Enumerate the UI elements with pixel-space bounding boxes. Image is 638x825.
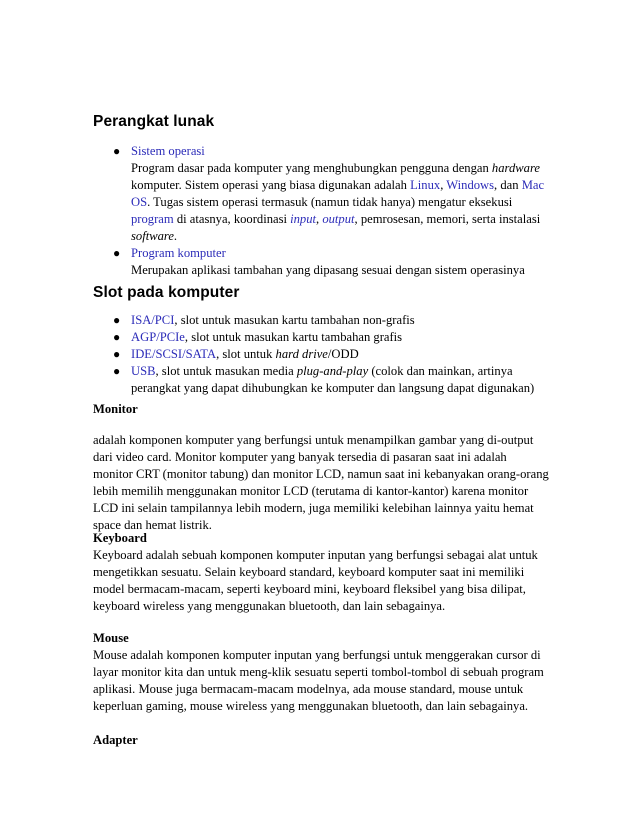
link-output[interactable]: output xyxy=(322,212,355,226)
mouse-paragraph: Mouse adalah komponen komputer inputan yang berfungsi untuk menggerakan cursor di layar monitor kita dan untuk meng-klik sesuatu seperti tombol-tombol di sebuah program aplikasi. Mouse juga bermacam-macam modelnya, ada mouse standard, mouse untuk keperluan gaming, mouse wireless yang menggunakan bluetooth, dan lain sebagainya. xyxy=(93,648,544,713)
link-usb[interactable]: USB xyxy=(131,364,156,378)
text-italic: hard drive xyxy=(275,347,328,361)
monitor-paragraph: adalah komponen komputer yang berfungsi untuk menampilkan gambar yang di-output dari video card. Monitor komputer yang banyak tersedia di pasaran saat ini adalah monitor CRT (monitor tabung) dan monitor LCD, namun saat ini kebanyakan orang-orang lebih memilih menggunakan monitor LCD (terutama di kantor-kantor) karena monitor LCD ini selain tampilannya lebih modern, juga memiliki kelebihan lainnya yaitu hemat space dan hemat listrik. xyxy=(93,433,549,532)
text: , xyxy=(440,178,447,192)
text: , slot untuk xyxy=(216,347,276,361)
link-program[interactable]: program xyxy=(131,212,174,226)
list-item-ide-scsi-sata xyxy=(93,346,553,363)
text: Merupakan aplikasi tambahan yang dipasang sesuai dengan sistem operasinya xyxy=(131,263,525,277)
text-italic: software xyxy=(131,229,174,243)
monitor-title: Monitor xyxy=(93,402,138,416)
link-ide-scsi-sata[interactable]: IDE/SCSI/SATA xyxy=(131,347,217,361)
link-mac-os[interactable]: Mac OS xyxy=(131,178,545,209)
text-italic: plug-and-play xyxy=(296,364,369,378)
link-program-komputer[interactable]: Program komputer xyxy=(131,246,226,260)
text: , dan xyxy=(494,178,522,192)
bullet-icon: ● xyxy=(113,347,121,361)
list-item-sistem-operasi xyxy=(93,143,553,245)
list-item-isa-pci xyxy=(93,312,553,329)
mouse-title: Mouse xyxy=(93,631,129,645)
bullet-icon: ● xyxy=(113,364,121,378)
list-item-usb xyxy=(93,363,553,397)
section-heading-perangkat-lunak: Perangkat lunak xyxy=(93,113,215,130)
text: Program dasar pada komputer yang menghubungkan pengguna dengan xyxy=(131,161,492,175)
bullet-icon: ● xyxy=(113,330,121,344)
bullet-icon: ● xyxy=(113,144,121,158)
keyboard-title: Keyboard xyxy=(93,531,147,545)
keyboard-paragraph: Keyboard adalah sebuah komponen komputer inputan yang berfungsi sebagai alat untuk mengetikkan sesuatu. Selain keyboard standard, keyboard komputer saat ini memiliki model bermacam-macam, seperti keyboard mini, keyboard fleksibel yang bisa dilipat, keyboard wireless yang menggunakan bluetooth, dan lain sebagainya. xyxy=(93,548,538,613)
text: , slot untuk masukan media xyxy=(155,364,297,378)
section-heading-slot-pada-komputer: Slot pada komputer xyxy=(93,284,240,301)
link-linux[interactable]: Linux xyxy=(410,178,441,192)
link-isa-pci[interactable]: ISA/PCI xyxy=(131,313,175,327)
slot-list xyxy=(93,312,553,397)
text: . xyxy=(173,229,178,243)
text: , xyxy=(316,212,323,226)
bullet-icon: ● xyxy=(113,313,121,327)
text: (colok dan mainkan, artinya perangkat yang dapat dihubungkan ke komputer dan langsung dapat digunakan) xyxy=(131,364,535,395)
link-agp-pcie[interactable]: AGP/PCIe xyxy=(131,330,185,344)
text: , slot untuk masukan kartu tambahan non-grafis xyxy=(174,313,415,327)
bullet-icon: ● xyxy=(113,246,121,260)
link-windows[interactable]: Windows xyxy=(446,178,495,192)
text: , pemrosesan, memori, serta instalasi xyxy=(354,212,541,226)
text: di atasnya, koordinasi xyxy=(173,212,291,226)
text: komputer. Sistem operasi yang biasa digunakan adalah xyxy=(131,178,411,192)
adapter-title: Adapter xyxy=(93,733,138,747)
text: /ODD xyxy=(327,347,359,361)
list-item-agp-pcie xyxy=(93,329,553,346)
text-italic: hardware xyxy=(491,161,540,175)
list-item-program-komputer xyxy=(93,245,553,279)
link-input[interactable]: input xyxy=(290,212,317,226)
link-sistem-operasi[interactable]: Sistem operasi xyxy=(131,144,205,158)
software-list xyxy=(93,143,553,279)
text: . Tugas sistem operasi termasuk (namun tidak hanya) mengatur eksekusi xyxy=(147,195,513,209)
text: , slot untuk masukan kartu tambahan grafis xyxy=(184,330,403,344)
